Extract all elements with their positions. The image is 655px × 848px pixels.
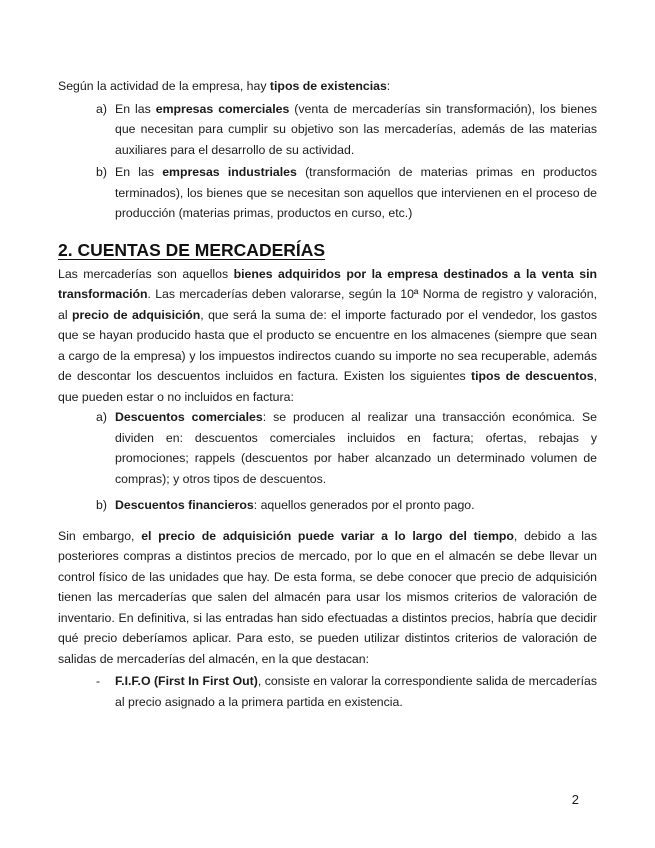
item-bold: Descuentos comerciales [115, 410, 263, 424]
para-text: Sin embargo, [58, 528, 142, 543]
item-text: , consiste en valorar la correspondiente salida de mercaderías al precio asignado a la primera partida en existencia. [115, 674, 597, 709]
item-text: (venta de mercaderías sin transformación), los bienes que necesitan para cumplir su objetivo son las mercaderías, además de las materias auxiliares para el desarrollo de su actividad. [115, 101, 597, 157]
item-bold: Descuentos financieros [115, 498, 254, 512]
item-bold: empresas comerciales [155, 101, 290, 116]
item-text: : se producen al realizar una transacción económica. Se dividen en: descuentos comerciales incluidos en factura; ofertas, rebajas y promociones; rappels (descuentos por haber alcanzado un determinado volumen de compras); y otros tipos de descuentos. [115, 410, 598, 486]
item-text: En las [115, 101, 156, 116]
para-text: , que pueden estar o no incluidos en factura: [58, 369, 597, 404]
item-text: (transformación de materias primas en productos terminados), los bienes que se necesitan son aquellos que intervienen en el proceso de producción (materias primas, productos en curso, etc.) [115, 165, 597, 220]
para-text: , debido a las posteriores compras a distintos precios de mercado, por lo que en el almacén se debe llevar un control físico de las unidades que hay. De esta forma, se debe conocer que precio de adquisición tienen las mercaderías que salen del almacén para usar los mismos criterios de valoración de inventario. En definitiva, si las entradas han sido efectuadas a distintos precios, habría que decidir qué precio deberíamos aplicar. Para esto, se pueden utilizar distintos criterios de valoración de salidas de mercaderías del almacén, en la que destacan: [58, 528, 598, 666]
para-bold: tipos de descuentos [470, 369, 594, 383]
item-text: En las [115, 165, 163, 179]
intro-post: : [386, 79, 391, 93]
intro-paragraph [58, 76, 597, 97]
para-bold: el precio de adquisición puede variar a lo largo del tiempo [141, 528, 514, 543]
list-item [58, 162, 597, 224]
para-bold: bienes adquiridos por la empresa destinados a la venta sin transformación [58, 266, 598, 301]
list-marker: a) [96, 410, 107, 424]
intro-bold: tipos de existencias [269, 79, 387, 93]
mercaderias-paragraph [58, 264, 597, 408]
item-text: : aquellos generados por el pronto pago. [253, 498, 475, 512]
list-marker: b) [96, 165, 107, 179]
list-marker: a) [96, 101, 107, 116]
section-heading: 2. CUENTAS DE MERCADERÍAS [58, 239, 326, 260]
list-marker: - [96, 674, 101, 688]
list-item [58, 671, 597, 712]
item-bold: empresas industriales [162, 165, 297, 179]
para-bold: precio de adquisición [71, 307, 201, 322]
para-text: , que será la suma de: el importe facturado por el vendedor, los gastos que se hayan producido hasta que el producto se encuentre en los almacenes (siempre que sean a cargo de la empresa) y los impuestos indirectos cuando su importe no sea recuperable, además de descontar los descuentos incluidos en factura. Existen los siguientes [58, 307, 597, 383]
para-text: Las mercaderías son aquellos [58, 266, 234, 281]
criteria-list [58, 671, 597, 712]
existencias-types-list [58, 99, 597, 224]
list-item [58, 407, 597, 489]
list-item [58, 495, 597, 516]
discounts-list [58, 407, 597, 516]
list-marker: b) [96, 498, 107, 512]
precio-paragraph [58, 526, 597, 670]
list-item [58, 99, 597, 161]
item-bold: F.I.F.O (First In First Out) [115, 674, 258, 688]
page-number: 2 [571, 792, 579, 807]
para-text: . Las mercaderías deben valorarse, según la 10ª Norma de registro y valoración, al [58, 287, 597, 322]
intro-text: Según la actividad de la empresa, hay [58, 79, 270, 93]
